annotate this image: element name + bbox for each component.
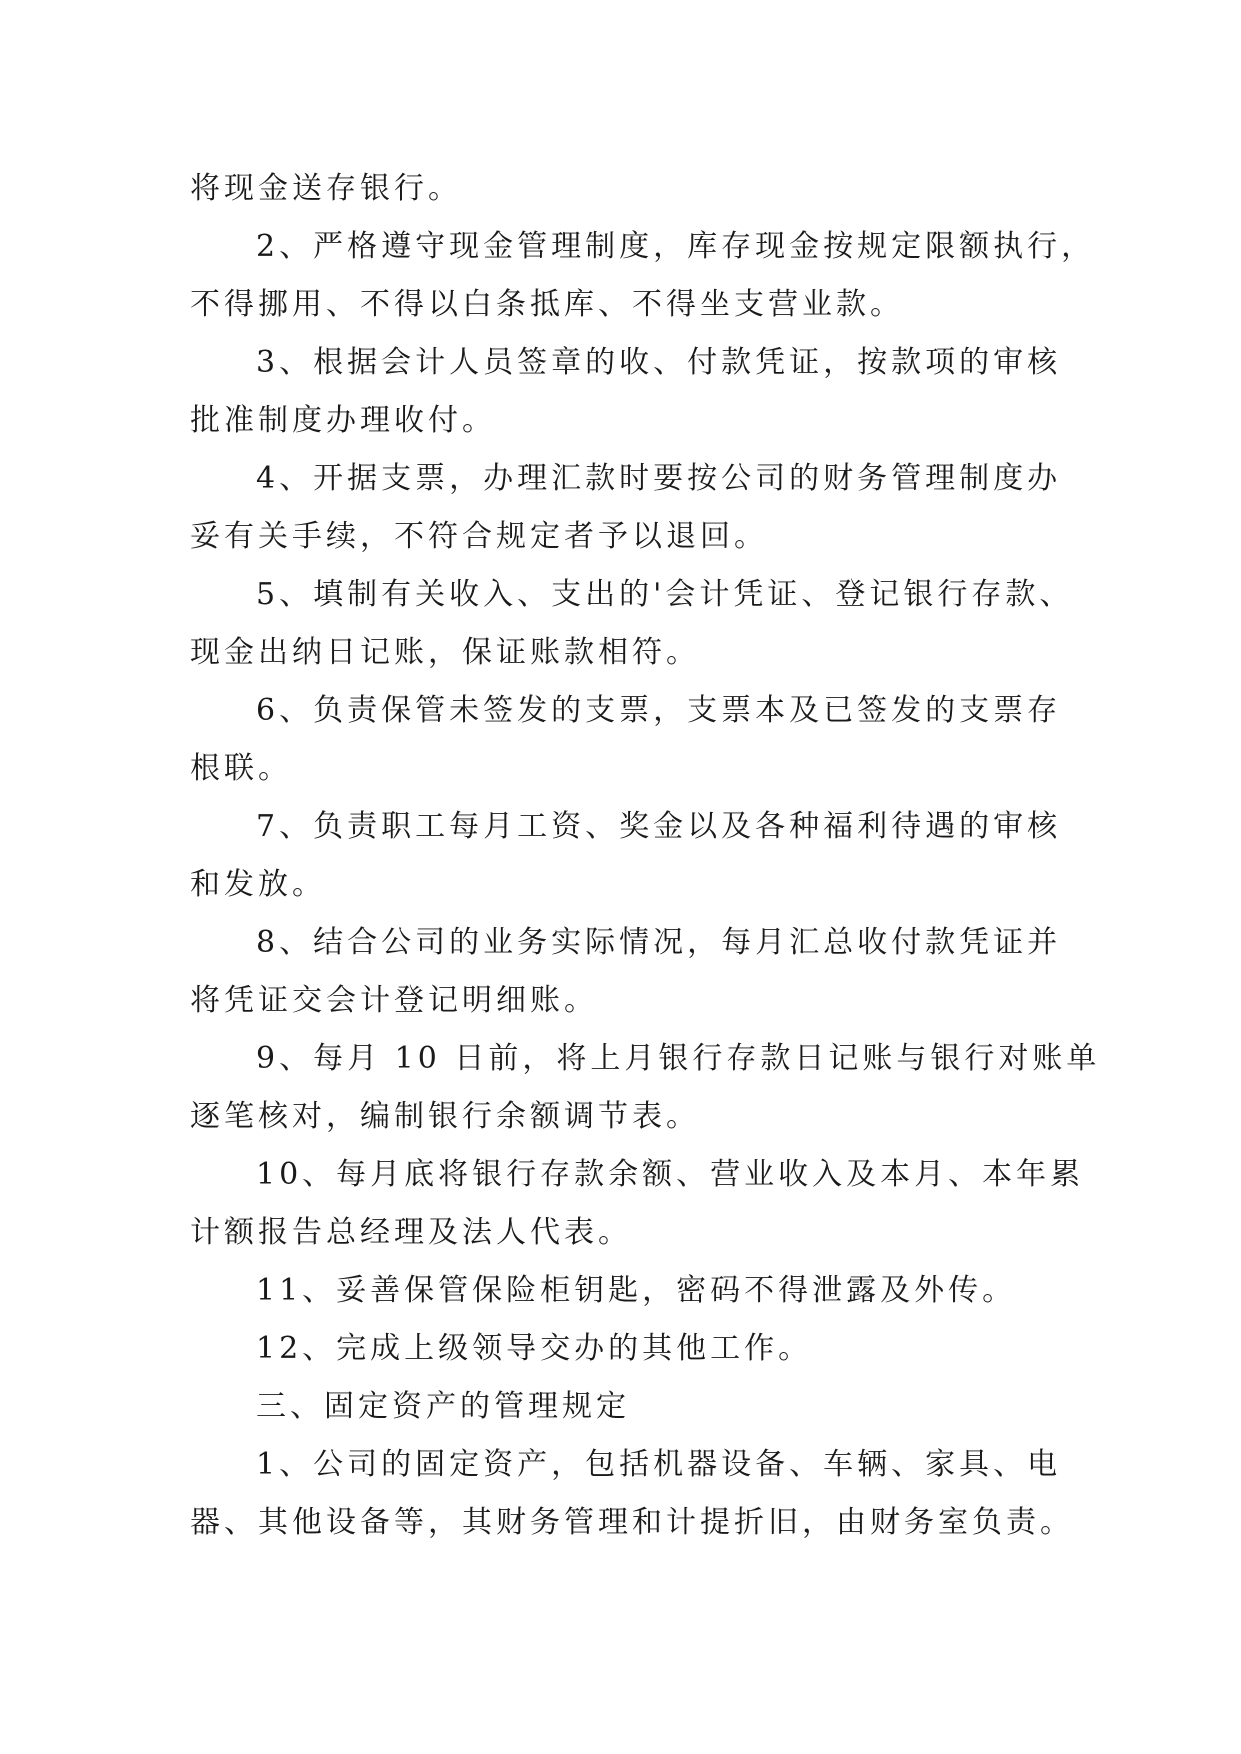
text-line: 器、其他设备等，其财务管理和计提折旧，由财务室负责。 — [190, 1505, 1074, 1540]
text-line: 2、严格遵守现金管理制度，库存现金按规定限额执行， — [256, 229, 1096, 264]
document-body — [190, 160, 1101, 1552]
text-line: 10、每月底将银行存款余额、营业收入及本月、本年累 — [256, 1157, 1085, 1192]
text-line: 批准制度办理收付。 — [190, 403, 496, 438]
text-line: 计额报告总经理及法人代表。 — [190, 1215, 632, 1250]
text-line: 8、结合公司的业务实际情况，每月汇总收付款凭证并 — [256, 925, 1062, 960]
text-line: 根联。 — [190, 751, 292, 786]
text-line: 7、负责职工每月工资、奖金以及各种福利待遇的审核 — [256, 809, 1062, 844]
text-line: 将凭证交会计登记明细账。 — [190, 983, 598, 1018]
text-line: 和发放。 — [190, 867, 326, 902]
text-line: 现金出纳日记账，保证账款相符。 — [190, 635, 700, 670]
text-line: 不得挪用、不得以白条抵库、不得坐支营业款。 — [190, 287, 904, 322]
text-line: 3、根据会计人员签章的收、付款凭证，按款项的审核 — [256, 345, 1062, 380]
text-line: 9、每月 10 日前，将上月银行存款日记账与银行对账单 — [256, 1041, 1101, 1076]
text-line: 5、填制有关收入、支出的'会计凭证、登记银行存款、 — [256, 577, 1074, 612]
text-line: 12、完成上级领导交办的其他工作。 — [256, 1331, 813, 1366]
text-line: 1、公司的固定资产，包括机器设备、车辆、家具、电 — [256, 1447, 1062, 1482]
text-line: 将现金送存银行。 — [190, 171, 462, 206]
text-line: 4、开据支票，办理汇款时要按公司的财务管理制度办 — [256, 461, 1062, 496]
text-line: 6、负责保管未签发的支票，支票本及已签发的支票存 — [256, 693, 1062, 728]
text-line: 逐笔核对，编制银行余额调节表。 — [190, 1099, 700, 1134]
text-line: 妥有关手续，不符合规定者予以退回。 — [190, 519, 768, 554]
text-line: 11、妥善保管保险柜钥匙，密码不得泄露及外传。 — [256, 1273, 1017, 1308]
section-heading: 三、固定资产的管理规定 — [256, 1389, 630, 1424]
